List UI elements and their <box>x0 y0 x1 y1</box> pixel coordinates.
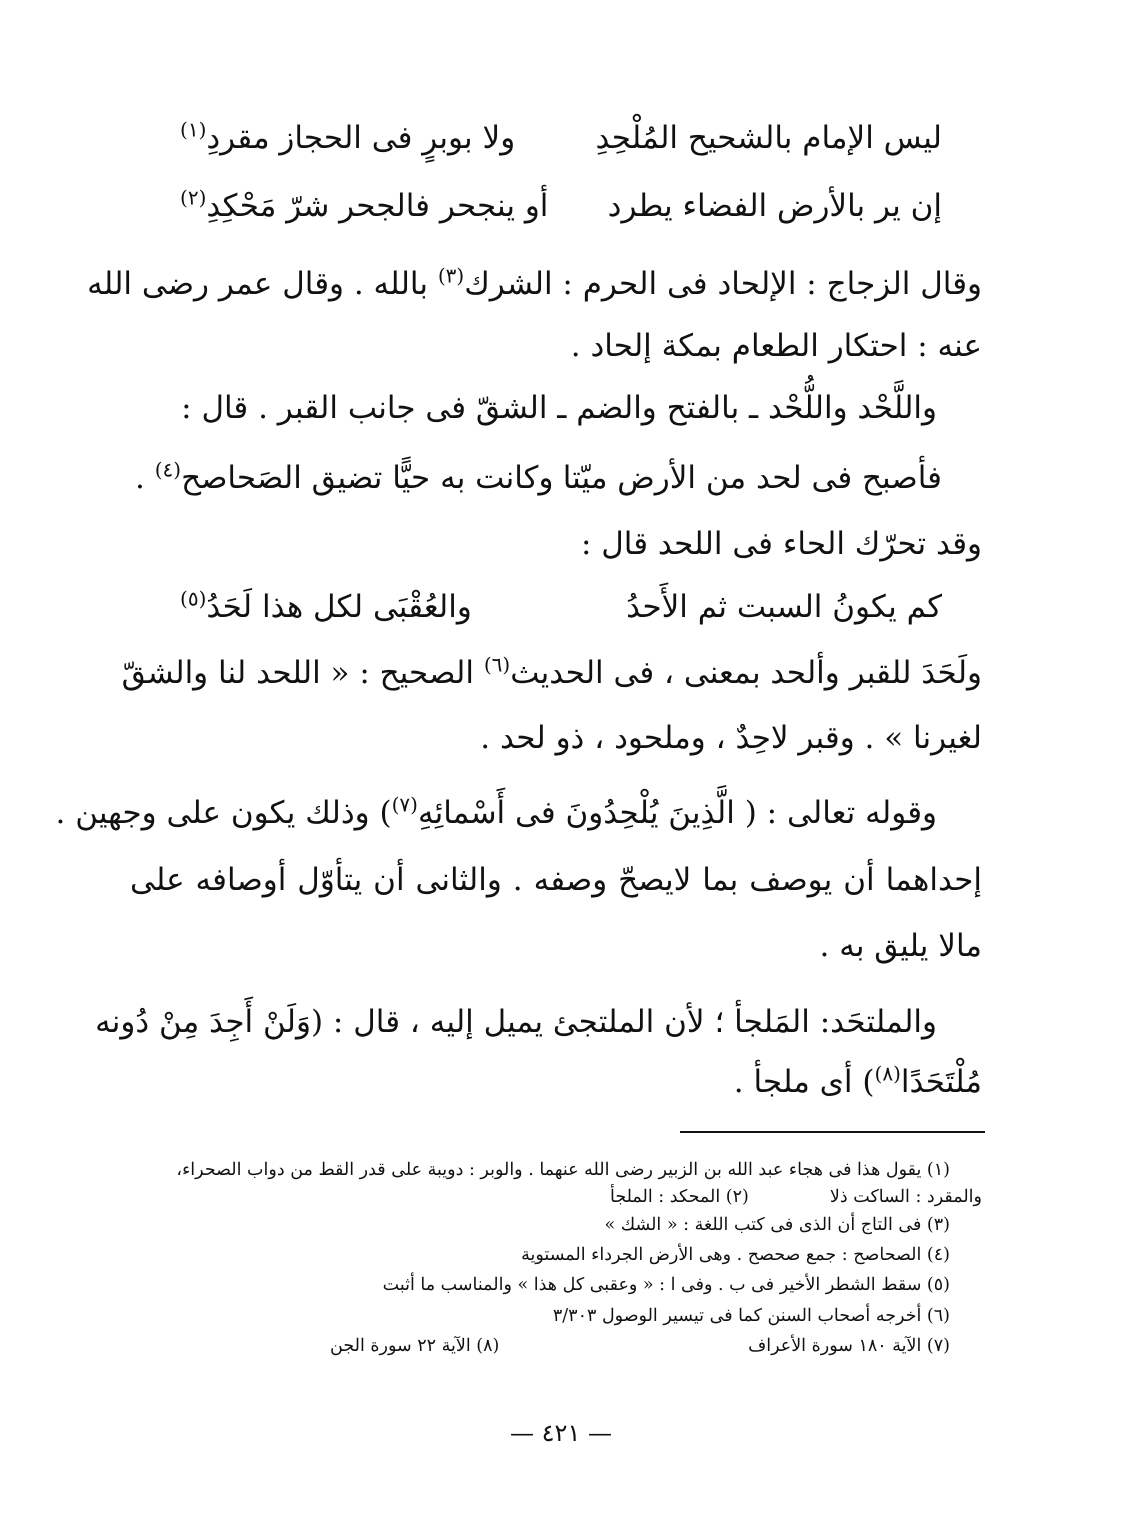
footnote-8: (٨) الآية ٢٢ سورة الجن <box>330 1336 500 1356</box>
verse-3-second-text: وكانت به حيًّا تضيق الصَحاصح <box>181 460 554 496</box>
verse-1-second-hemistich <box>180 116 515 160</box>
text-line-11-a: مُلْتَحَدًا <box>900 1064 982 1100</box>
text-line-1-a: وقال الزجاج : الإلحاد فى الحرم : الشرك <box>464 266 982 302</box>
verse-1-first-hemistich: ليس الإمام بالشحيح المُلْحِدِ <box>595 120 942 156</box>
verse-2 <box>180 184 942 228</box>
page-number: — ٤٢١ — <box>510 1419 612 1447</box>
text-line-7-a: وقوله تعالى : ( الَّذِينَ يُلْحِدُونَ فى أَسْمائِهِ <box>417 795 937 831</box>
text-line-11 <box>130 1060 982 1104</box>
verse-1-second-text: ولا بوبرٍ فى الحجاز مقردِ <box>206 120 516 156</box>
footnote-ref-6: (٦) <box>483 652 511 677</box>
verse-4-first-hemistich: كم يكونُ السبت ثم الأَحدُ <box>626 589 942 625</box>
verse-4 <box>180 585 942 629</box>
verse-4-second-hemistich <box>180 585 472 629</box>
text-line-4: وقد تحرّك الحاء فى اللحد قال : <box>580 526 982 562</box>
footnote-ref-8: (٨) <box>874 1061 901 1086</box>
text-line-6: لغيرنا » . وقبر لاحِدٌ ، وملحود ، ذو لحد . <box>480 720 982 756</box>
verse-3 <box>135 456 942 500</box>
footnote-ref-5: (٥) <box>180 586 207 611</box>
footnote-2: (٢) المحكد : الملجأ <box>610 1187 749 1207</box>
verse-3-first-hemistich: فأصبح فى لحد من الأرض ميّتا <box>562 460 942 496</box>
text-line-5-a: ولَحَدَ للقبر وألحد بمعنى ، فى الحديث <box>510 655 982 691</box>
verse-3-end-mark: . <box>135 460 145 496</box>
text-line-11-b: ) أى ملجأ . <box>733 1064 875 1100</box>
text-line-7 <box>55 791 937 835</box>
footnote-6: (٦) أخرجه أصحاب السنن كما فى تيسير الوصول ٣/٣٠٣ <box>552 1306 950 1326</box>
text-line-1-b: بالله . وقال عمر رضى الله <box>87 266 428 302</box>
footnote-4: (٤) الصحاصح : جمع صحصح . وهى الأرض الجرداء المستوية <box>521 1245 950 1265</box>
footnote-ref-4: (٤) <box>154 457 182 482</box>
footnote-7: (٧) الآية ١٨٠ سورة الأعراف <box>748 1336 950 1356</box>
text-line-10: والملتحَد: المَلجأ ؛ لأن الملتجئ يميل إليه ، قال : (وَلَنْ أَجِدَ مِنْ دُونه <box>95 1004 937 1040</box>
text-line-5 <box>121 651 982 695</box>
text-line-9: مالا يليق به . <box>819 928 982 964</box>
footnote-ref-2: (٢) <box>180 185 207 210</box>
footnote-ref-1: (١) <box>180 117 207 142</box>
text-line-5-b: الصحيح : « اللحد لنا والشقّ <box>121 655 474 691</box>
footnote-1-continued: والمقرد : الساكت ذلا <box>829 1187 982 1207</box>
footnote-3: (٣) فى التاج أن الذى فى كتب اللغة : « الشك » <box>604 1215 950 1235</box>
footnote-5: (٥) سقط الشطر الأخير فى ب . وفى ا : « وعقبى كل هذا » والمناسب ما أثبت <box>382 1275 950 1295</box>
text-line-1 <box>87 262 982 306</box>
footnote-separator <box>680 1131 985 1133</box>
footnote-row-7-8 <box>330 1333 950 1359</box>
verse-3-second-hemistich <box>135 456 553 500</box>
verse-1 <box>180 116 942 160</box>
verse-4-second-text: والعُقْبَى لكل هذا لَحَدُ <box>206 589 472 625</box>
footnote-row-1b-2 <box>610 1184 982 1210</box>
verse-2-first-hemistich: إن ير بالأرض الفضاء يطرد <box>607 188 942 224</box>
verse-2-second-text: أو ينجحر فالجحر شرّ مَحْكِدِ <box>206 188 549 224</box>
footnote-ref-3: (٣) <box>437 263 465 288</box>
text-line-3: واللَّحْد واللُّحْد ـ بالفتح والضم ـ الشقّ فى جانب القبر . قال : <box>181 390 937 426</box>
text-line-8: إحداهما أن يوصف بما لايصحّ وصفه . والثانى أن يتأوّل أوصافه على <box>130 862 982 898</box>
footnote-1: (١) يقول هذا فى هجاء عبد الله بن الزبير رضى الله عنهما . والوبر : دويبة على قدر القط من دواب الصحراء، <box>176 1160 950 1180</box>
text-line-2: عنه : احتكار الطعام بمكة إلحاد . <box>570 328 982 364</box>
verse-2-second-hemistich <box>180 184 548 228</box>
footnote-ref-7: (٧) <box>391 792 418 817</box>
text-line-7-b: ) وذلك يكون على وجهين . <box>55 795 392 831</box>
